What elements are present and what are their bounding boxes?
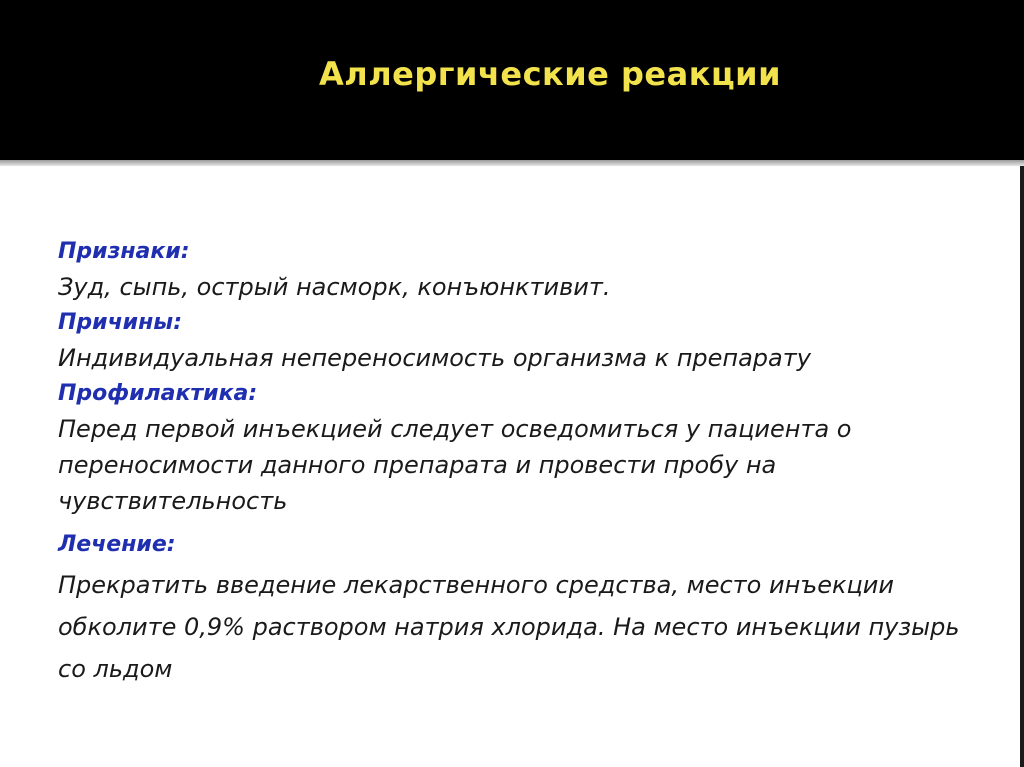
content-panel [0,166,1024,767]
section-heading-treatment: Лечение: [58,532,176,557]
section-text-prevention: Перед первой инъекцией следует осведомиться у пациента о переносимости данного препарата и провести пробу на чувствительность [58,415,852,515]
section-heading-signs: Признаки: [58,239,190,264]
section-heading-causes: Причины: [58,310,182,335]
section-text-signs: Зуд, сыпь, острый насморк, конъюнктивит. [58,273,611,301]
section-heading-prevention: Профилактика: [58,381,258,406]
section-text-causes: Индивидуальная непереносимость организма к препарату [58,344,811,372]
slide-title: Аллергические реакции [319,55,781,93]
section-text-treatment: Прекратить введение лекарственного средства, место инъекции обколите 0,9% раствором натрия хлорида. На место инъекции пузырь со льдом [58,571,960,683]
slide-body [58,234,988,690]
title-band [0,0,1024,158]
